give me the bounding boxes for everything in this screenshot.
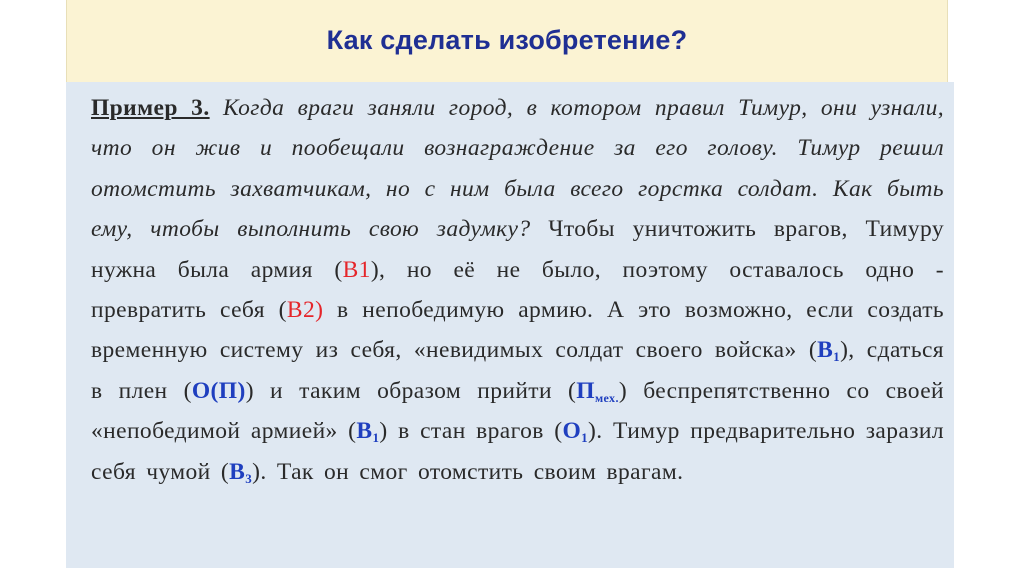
example-text bbox=[91, 88, 944, 492]
term-b1: В1 bbox=[342, 256, 371, 283]
term-op: О(П) bbox=[191, 377, 246, 404]
text-segment: ) в стан врагов ( bbox=[379, 418, 563, 445]
text-segment: ). Тимур предварительно заразил себя чумой ( bbox=[91, 418, 945, 485]
term-v1-second: $В_1$ bbox=[356, 418, 380, 446]
text-segment: ). Так он смог отомстить своим врагам. bbox=[252, 458, 684, 485]
text-segment: ), сдаться в плен ( bbox=[91, 337, 944, 404]
text-segment: в непобедимую армию. А это возможно, если создать временную систему из себя, «невидимых солдат своего войска» ( bbox=[91, 297, 944, 364]
term-v3: $В_3$ bbox=[229, 458, 253, 486]
text-segment: ) и таким образом прийти ( bbox=[245, 377, 577, 404]
text-segment: Чтобы уничтожить врагов, Тимуру нужна была армия ( bbox=[91, 216, 944, 283]
text-segment: ) беспрепятственно со своей «непобедимой армией» ( bbox=[91, 377, 945, 445]
example-problem: Когда враги заняли город, в котором правил Тимур, они узнали, что он жив и пообещали вознаграждение за его голову. Тимур решил отомстить захватчикам, но с ним была всего горстка солдат. Как быть ему, чтобы выполнить свою задумку? bbox=[91, 95, 945, 243]
example-label: Пример 3. bbox=[91, 95, 210, 121]
content-panel bbox=[66, 82, 954, 568]
title-band bbox=[66, 0, 948, 88]
slide-title: Как сделать изобретение? bbox=[326, 25, 688, 55]
text-segment: ), но её не было, поэтому оставалось одно - превратить себя ( bbox=[91, 256, 944, 324]
term-o1: $О_1$ bbox=[562, 418, 589, 446]
term-b2: В2) bbox=[286, 297, 324, 324]
term-pmech: $П_{мех.}$ bbox=[576, 377, 619, 405]
term-v1: $В_1$ bbox=[817, 337, 841, 365]
